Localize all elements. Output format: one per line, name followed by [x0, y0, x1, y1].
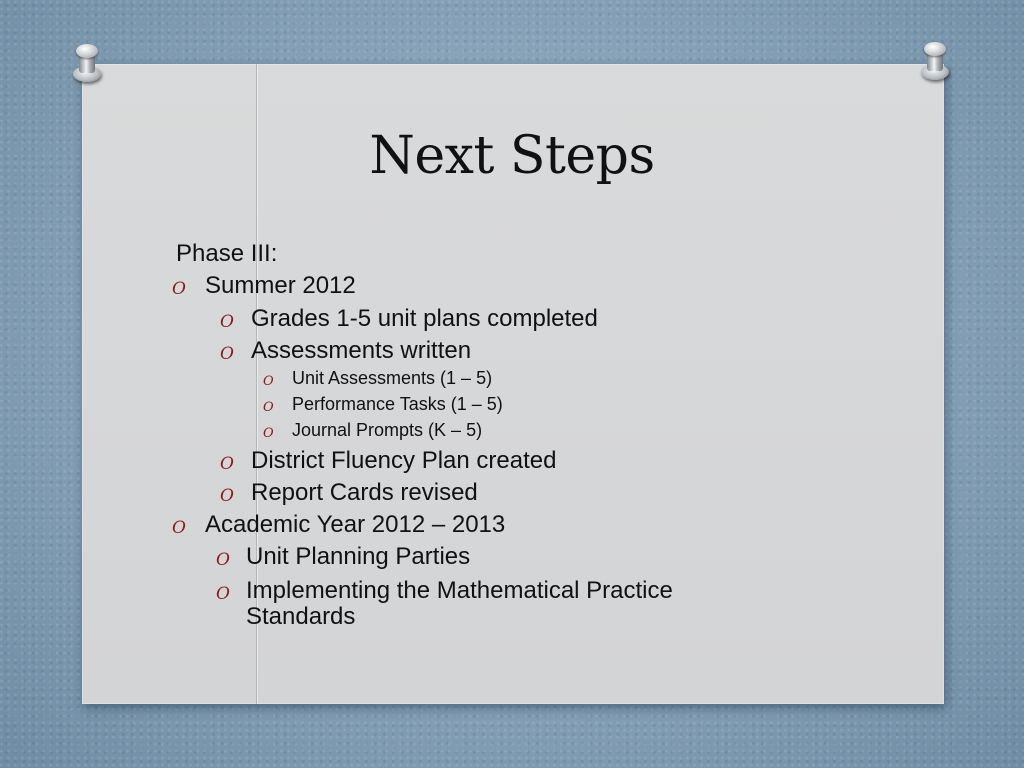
bullet-text-level-0: Phase III:: [176, 240, 278, 267]
bullet-icon: O: [216, 550, 230, 570]
bullet-text-level-3: Journal Prompts (K – 5): [292, 420, 483, 440]
bullet-icon: O: [172, 518, 186, 538]
bullet-text-level-2: Assessments written: [251, 337, 472, 364]
bullet-icon: O: [220, 486, 234, 506]
slide-title: Next Steps: [369, 126, 655, 186]
bullet-icon: O: [263, 374, 274, 389]
bullet-text-level-1: Academic Year 2012 – 2013: [205, 511, 506, 538]
bullet-text-level-2: Unit Planning Parties: [246, 543, 471, 570]
bullet-icon: O: [263, 400, 274, 415]
bullet-text-level-2: Grades 1-5 unit plans completed: [251, 305, 598, 332]
bullet-icon: O: [216, 584, 230, 604]
bullet-icon: O: [263, 426, 274, 441]
bullet-icon: O: [220, 344, 234, 364]
bullet-text-level-2: Standards: [246, 603, 356, 630]
bullet-text-level-1: Summer 2012: [205, 272, 356, 299]
bullet-text-level-2: Implementing the Mathematical Practice: [246, 577, 673, 604]
bullet-text-level-3: Unit Assessments (1 – 5): [292, 368, 493, 388]
bullet-text-level-2: District Fluency Plan created: [251, 447, 557, 474]
bullet-icon: O: [172, 279, 186, 299]
bullet-text-level-2: Report Cards revised: [251, 479, 478, 506]
bullet-text-level-3: Performance Tasks (1 – 5): [292, 394, 503, 414]
bullet-icon: O: [220, 454, 234, 474]
bullet-icon: O: [220, 312, 234, 332]
